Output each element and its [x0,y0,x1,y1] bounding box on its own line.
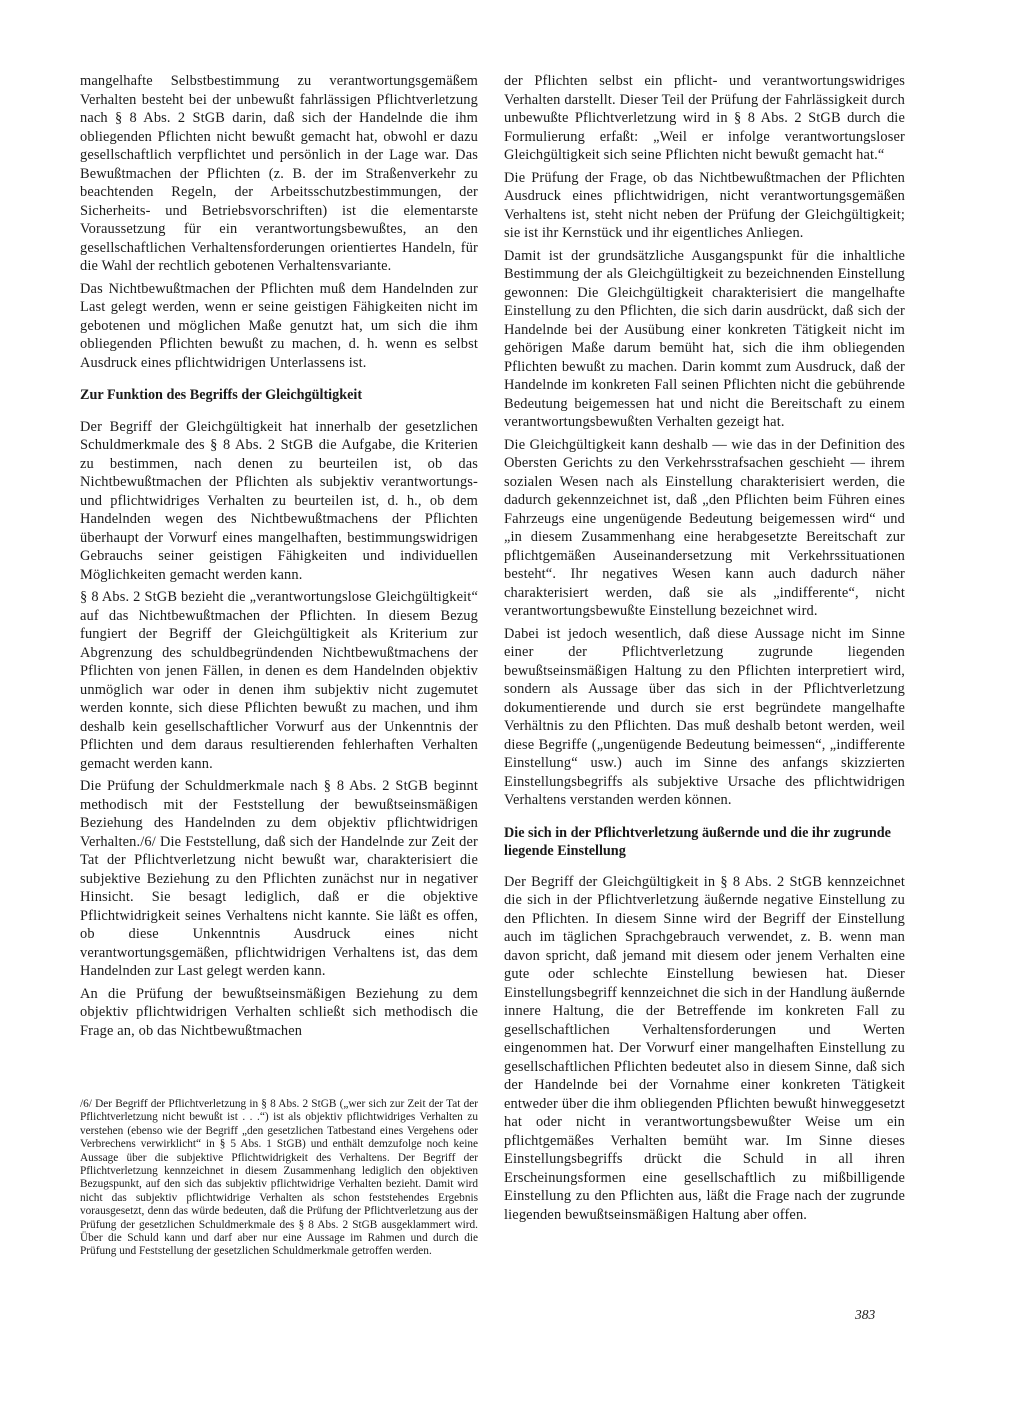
section-heading: Die sich in der Pflichtverletzung äußernde und die ihr zugrunde liegende Einstellung [504,824,891,859]
paragraph: Das Nichtbewußtmachen der Pflichten muß dem Handelnden zur Last gelegt werden, wenn er seine geistigen Fähigkeiten nicht im gebotenen und möglichen Maße genutzt hat, um sich die ihm obliegenden Pflichten bewußt zu machen, d. h. wenn es selbst Ausdruck eines pflichtwidrigen Unterlassens ist. [80,280,478,371]
paragraph: Der Begriff der Gleichgültigkeit hat innerhalb der gesetzlichen Schuldmerkmale des § 8 Abs. 2 StGB die Aufgabe, die Kriterien zu bestimmen, nach denen zu beurteilen ist, ob das Nichtbewußtmachen der Pflichten als subjektiv verantwortungs- und pflichtwidriges Verhalten zu beurteilen ist, d. h., ob dem Handelnden wegen des Nichtbewußtmachens der Pflichten überhaupt der Vorwurf eines mangelhaften, bestimmungswidrigen Gebrauchs seiner geistigen Fähigkeiten und individuellen Möglichkeiten gemacht werden kann. [80,418,478,583]
paragraph: mangelhafte Selbstbestimmung zu verantwortungsgemäßem Verhalten besteht bei der unbewußt fahrlässigen Pflichtverletzung nach § 8 Abs. 2 StGB darin, daß sich der Handelnde die ihm obliegenden Pflichten nicht bewußt gemacht hat, obwohl er dazu gesellschaftlich verpflichtet und persönlich in der Lage war. Das Bewußtmachen der Pflichten (z. B. der im Straßenverkehr zu beachtenden Regeln, der Arbeitsschutzbestimmungen, der Sicherheits- und Betriebsvorschriften) ist die elementarste Voraussetzung für ein verantwortungsbewußtes, an den gesellschaftlichen Verhaltensforderungen orientiertes Handeln, für die Wahl der rechtlich gebotenen Verhaltensvariante. [80,73,478,274]
paragraph: Die Gleichgültigkeit kann deshalb — wie das in der Definition des Obersten Gerichts zu den Verkehrsstrafsachen geschieht — ihrem sozialen Wesen nach als Einstellung charakterisiert werden, die dadurch gekennzeichnet ist, daß „den Pflichten beim Führen eines Fahrzeugs eine ungenügende Bedeutung beigemessen wird“ und „in diesem Zusammenhang eine herabgesetzte Bereitschaft zur pflichtgemäßen Auseinandersetzung mit Verkehrssituationen besteht“. Ihr negatives Wesen kann auch dadurch näher charakterisiert werden, daß sie als „indifferente“, nicht verantwortungsbewußte Einstellung bezeichnet wird. [504,436,905,619]
paragraph: der Pflichten selbst ein pflicht- und verantwortungswidriges Verhalten darstellt. Dieser Teil der Prüfung der Fahrlässigkeit durch unbewußte Pflichtverletzung wird in § 8 Abs. 2 StGB durch die Formulierung erfaßt: „Weil er infolge verantwortungsloser Gleichgültigkeit sich seine Pflichten nicht bewußt gemacht hat.“ [504,73,905,163]
paragraph: Die Prüfung der Frage, ob das Nichtbewußtmachen der Pflichten Ausdruck eines pflichtwidrigen, nicht verantwortungsgemäßen Verhaltens ist, steht nicht neben der Prüfung der Gleichgültigkeit; sie ist ihr Kernstück und ihr eigentliches Anliegen. [504,169,905,241]
section-heading: Zur Funktion des Begriffs der Gleichgültigkeit [80,387,363,403]
paragraph: Damit ist der grundsätzliche Ausgangspunkt für die inhaltliche Bestimmung der als Gleichgültigkeit zu bezeichnenden Einstellung gewonnen: Die Gleichgültigkeit charakterisiert die mangelhafte Einstellung zu den Pflichten, die sich darin ausdrückt, daß sich der Handelnde bei der Ausübung einer konkreten Tätigkeit nicht im gehörigen Maße darum bemüht hat, sich die ihm obliegenden Pflichten bewußt zu machen. Darin kommt zum Ausdruck, daß der Handelnde im konkreten Fall seinen Pflichten nicht die gebührende Bedeutung beigemessen hat und nicht die Bereitschaft zu einem verantwortungsbewußten Verhalten gezeigt hat. [504,247,905,430]
page-number: 383 [855,1307,876,1322]
left-column [80,72,478,1044]
paragraph: Dabei ist jedoch wesentlich, daß diese Aussage nicht im Sinne einer der Pflichtverletzung zugrunde liegenden bewußtseinsmäßigen Haltung zu den Pflichten interpretiert wird, sondern als Aussage über das sich in der Pflichtverletzung dokumentierende und durch sie erst begründete mangelhafte Verhältnis zu den Pflichten. Das muß deshalb betont werden, weil diese Begriffe („ungenügende Bedeutung beimessen“, „indifferente Einstellung“ usw.) auch im Sinne des anfangs skizzierten Einstellungsbegriffs als subjektive Ursache des pflichtwidrigen Verhaltens verstanden werden können. [504,625,905,808]
right-column [504,72,905,1228]
paragraph: § 8 Abs. 2 StGB bezieht die „verantwortungslose Gleichgültigkeit“ auf das Nichtbewußtmachen der Pflichten. In diesem Bezug fungiert der Begriff der Gleichgültigkeit als Kriterium zur Abgrenzung des schuldbegründenden Nichtbewußtmachens der Pflichten von jenen Fällen, in denen es dem Handelnden objektiv unmöglich war oder in denen ihm subjektiv nicht zugemutet werden konnte, sich diese Pflichten bewußt zu machen, und ihm deshalb kein gesellschaftlicher Vorwurf aus der Unkenntnis der Pflichten und dem daraus resultierenden fehlerhaften Verhalten gemacht werden kann. [80,589,478,772]
paragraph: Der Begriff der Gleichgültigkeit in § 8 Abs. 2 StGB kennzeichnet die sich in der Pflichtverletzung äußernde negative Einstellung zu den Pflichten. In diesem Sinne wird der Begriff der Einstellung auch im täglichen Sprachgebrauch verwendet, z. B. wenn man davon spricht, daß jemand mit diesem oder jenem Verhalten eine gute oder schlechte Einstellung bewiesen hat. Dieser Einstellungsbegriff kennzeichnet die sich in der Handlung äußernde innere Haltung, die der Betreffende im konkreten Fall zu gesellschaftlichen Verhaltensforderungen und Werten eingenommen hat. Der Vorwurf einer mangelhaften Einstellung zu gesellschaftlichen Pflichten bedeutet also in diesem Sinne, daß sich der Handelnde bei der Vornahme einer konkreten Tätigkeit entweder über die ihm obliegenden Pflichten bewußt hinweggesetzt hat oder nicht in verantwortungsbewußter Weise um ein pflichtgemäßes Verhalten bemüht war. Im Sinne dieses Einstellungsbegriffs drückt die Schuld in all ihren Erscheinungsformen eine gesellschaftlich zu mißbilligende Einstellung zu den Pflichten aus, läßt die Frage nach der zugrunde liegenden bewußtseinsmäßigen Haltung aber offen. [504,873,905,1223]
paragraph: Die Prüfung der Schuldmerkmale nach § 8 Abs. 2 StGB beginnt methodisch mit der Feststellung der bewußtseinsmäßigen Beziehung des Handelnden zu dem objektiv pflichtwidrigen Verhalten./6/ Die Feststellung, daß sich der Handelnde zur Zeit der Tat der Pflichtverletzung nicht bewußt war, charakterisiert die subjektive Beziehung zu den Pflichten zunächst nur in negativer Hinsicht. Sie besagt lediglich, daß er die objektive Pflichtwidrigkeit seines Verhaltens nicht kannte. Sie läßt es offen, ob diese Unkenntnis Ausdruck eines nicht verantwortungsgemäßen, pflichtwidrigen Verhaltens ist, das dem Handelnden zur Last gelegt werden kann. [80,778,478,979]
footnote: /6/ Der Begriff der Pflichtverletzung in § 8 Abs. 2 StGB („wer sich zur Zeit der Tat der Pflichtverletzung nicht bewußt ist . . .“) ist als objektiv pflichtwidriges Verhalten zu verstehen (ebenso wie der Begriff „den gesetzlichen Tatbestand eines Vergehens oder Verbrechens verwirklicht“ in § 5 Abs. 1 StGB) und enthält demzufolge noch keine Aussage über die subjektive Pflichtwidrigkeit des Verhaltens. Der Begriff der Pflichtverletzung kennzeichnet in diesem Zusammenhang lediglich den objektiven Bezugspunkt, auf den sich das subjektiv pflichtwidrige Verhalten bezieht. Damit wird nicht das subjektiv pflichtwidrige Verhalten als schon feststehendes Ergebnis vorausgesetzt, denn das würde bedeuten, daß die Prüfung der Pflichtverletzung aus der Prüfung der gesetzlichen Schuldmerkmale des § 8 Abs. 2 StGB ausgeklammert wird. Über die Schuld kann und darf aber nur eine Aussage im Rahmen und durch die Prüfung und Feststellung der gesetzlichen Schuldmerkmale getroffen werden. [80,1098,478,1258]
paragraph: An die Prüfung der bewußtseinsmäßigen Beziehung zu dem objektiv pflichtwidrigen Verhalten schließt sich methodisch die Frage an, ob das Nichtbewußtmachen [80,985,478,1039]
